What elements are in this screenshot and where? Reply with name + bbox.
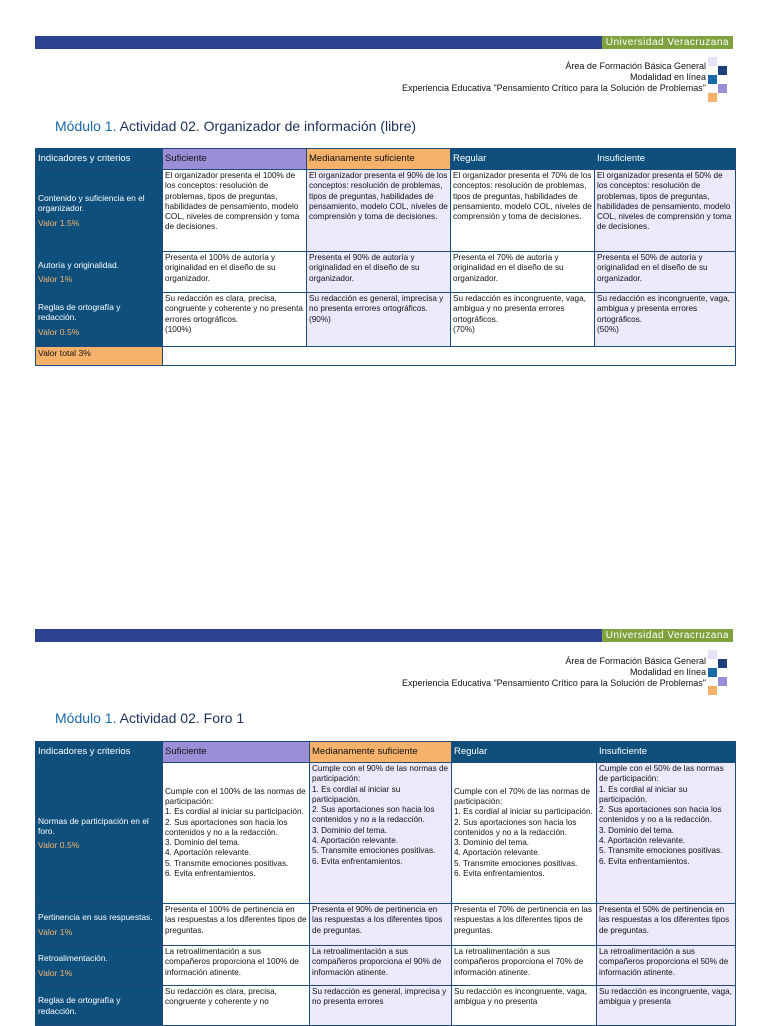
level-cell: La retroalimentación a sus compañeros proporciona el 50% de información atinente. <box>597 946 736 986</box>
level-cell: Presenta el 70% de pertinencia en las respuestas a los diferentes tipos de preguntas. <box>452 904 597 946</box>
level-cell: Su redacción es general, imprecisa y no presenta errores ortográficos. (90%) <box>307 293 451 347</box>
level-cell: Presenta el 100% de pertinencia en las respuestas a los diferentes tipos de preguntas. <box>163 904 310 946</box>
level-cell: La retroalimentación a sus compañeros proporciona el 100% de información atinente. <box>163 946 310 986</box>
criterion-cell: Pertinencia en sus respuestas. Valor 1% <box>36 904 163 946</box>
criterion-cell: Retroalimentación. Valor 1% <box>36 946 163 986</box>
level-cell: El organizador presenta el 90% de los conceptos: resolución de problemas, tipos de preguntas, habilidades de pensamiento, modelo COL, niveles de comprensión y toma de decisiones. <box>307 170 451 252</box>
table-row <box>36 170 736 252</box>
page-title: Módulo 1. Actividad 02. Foro 1 <box>55 710 245 726</box>
column-header: Indicadores y criterios <box>36 742 163 763</box>
table-row <box>36 252 736 293</box>
table-row <box>36 293 736 347</box>
criterion-cell: Reglas de ortografía y redacción. <box>36 986 163 1026</box>
level-cell: Su redacción es incongruente, vaga, ambigua y presenta errores ortográficos. (50%) <box>595 293 736 347</box>
table-row <box>36 946 736 986</box>
level-cell: Cumple con el 90% de las normas de participación: 1. Es cordial al iniciar su participación. 2. Sus aportaciones son hacia los contenidos y no a la redacción. 3. Dominio del tema. 4. Aportación relevante. 5. Transmite emociones positivas. 6. Evita enfrentamientos. <box>310 763 452 904</box>
header-bar <box>35 629 733 642</box>
header-line: Área de Formación Básica General <box>565 61 706 71</box>
column-header: Suficiente <box>163 149 307 170</box>
level-cell: Presenta el 90% de autoría y originalidad en el diseño de su organizador. <box>307 252 451 293</box>
total-value: Valor total 3% <box>36 347 163 366</box>
level-cell: Presenta el 50% de pertinencia en las respuestas a los diferentes tipos de preguntas. <box>597 904 736 946</box>
logo-squares-icon <box>708 650 734 700</box>
table-row <box>36 763 736 904</box>
level-cell: El organizador presenta el 50% de los conceptos: resolución de problemas, tipos de preguntas, habilidades de pensamiento, modelo COL, niveles de comprensión y toma de decisiones. <box>595 170 736 252</box>
rubric-table <box>35 148 736 366</box>
level-cell: Su redacción es incongruente, vaga, ambigua y no presenta errores ortográficos. (70%) <box>451 293 595 347</box>
header-line: Modalidad en línea <box>629 667 706 677</box>
header-info <box>402 656 706 689</box>
rubric-table <box>35 741 736 1026</box>
level-cell: La retroalimentación a sus compañeros proporciona el 90% de información atinente. <box>310 946 452 986</box>
level-cell: La retroalimentación a sus compañeros proporciona el 70% de información atinente. <box>452 946 597 986</box>
criterion-cell: Autoría y originalidad. Valor 1% <box>36 252 163 293</box>
university-name: Universidad Veracruzana <box>602 36 733 49</box>
page-title: Módulo 1. Actividad 02. Organizador de información (libre) <box>55 118 417 134</box>
column-header: Insuficiente <box>597 742 736 763</box>
level-cell: Presenta el 90% de pertinencia en las respuestas a los diferentes tipos de preguntas. <box>310 904 452 946</box>
total-row <box>36 347 736 366</box>
criterion-cell: Contenido y suficiencia en el organizador. Valor 1.5% <box>36 170 163 252</box>
column-header: Indicadores y criterios <box>36 149 163 170</box>
level-cell: Su redacción es incongruente, vaga, ambigua y presenta <box>597 986 736 1026</box>
header-line: Experiencia Educativa "Pensamiento Crítico para la Solución de Problemas" <box>401 83 706 93</box>
column-header: Suficiente <box>163 742 310 763</box>
level-cell: Su redacción es incongruente, vaga, ambigua y no presenta <box>452 986 597 1026</box>
criterion-cell: Normas de participación en el foro. Valor 0.5% <box>36 763 163 904</box>
criterion-cell: Reglas de ortografía y redacción. Valor 0.5% <box>36 293 163 347</box>
level-cell: El organizador presenta el 70% de los conceptos: resolución de problemas, tipos de preguntas, habilidades de pensamiento, modelo COL, niveles de comprensión y toma de decisiones. <box>451 170 595 252</box>
level-cell: Su redacción es clara, precisa, congruente y coherente y no <box>163 986 310 1026</box>
level-cell: Cumple con el 100% de las normas de participación: 1. Es cordial al iniciar su participación. 2. Sus aportaciones son hacia los contenidos y no a la redacción. 3. Dominio del tema. 4. Aportación relevante. 5. Transmite emociones positivas. 6. Evita enfrentamientos. <box>163 763 310 904</box>
level-cell: Cumple con el 50% de las normas de participación: 1. Es cordial al iniciar su participación. 2. Sus aportaciones son hacia los contenidos y no a la redacción. 3. Dominio del tema. 4. Aportación relevante. 5. Transmite emociones positivas. 6. Evita enfrentamientos. <box>597 763 736 904</box>
university-name: Universidad Veracruzana <box>602 629 733 642</box>
column-header: Regular <box>451 149 595 170</box>
column-header: Insuficiente <box>595 149 736 170</box>
header-bar <box>35 36 733 49</box>
header-line: Área de Formación Básica General <box>565 656 706 666</box>
table-header-row <box>36 742 736 763</box>
level-cell: Presenta el 100% de autoría y originalidad en el diseño de su organizador. <box>163 252 307 293</box>
table-row <box>36 904 736 946</box>
header-line: Experiencia Educativa "Pensamiento Crítico para la Solución de Problemas" <box>401 678 706 688</box>
table-row <box>36 986 736 1026</box>
level-cell: Presenta el 50% de autoría y originalidad en el diseño de su organizador. <box>595 252 736 293</box>
column-header: Medianamente suficiente <box>310 742 452 763</box>
column-header: Regular <box>452 742 597 763</box>
header-info <box>402 61 706 94</box>
level-cell: El organizador presenta el 100% de los conceptos: resolución de problemas, tipos de preguntas, habilidades de pensamiento, modelo COL, niveles de comprensión y toma de decisiones. <box>163 170 307 252</box>
level-cell: Su redacción es general, imprecisa y no presenta errores <box>310 986 452 1026</box>
logo-squares-icon <box>708 57 734 107</box>
header-line: Modalidad en línea <box>629 72 706 82</box>
column-header: Medianamente suficiente <box>307 149 451 170</box>
total-blank <box>163 347 736 366</box>
table-header-row <box>36 149 736 170</box>
level-cell: Presenta el 70% de autoría y originalidad en el diseño de su organizador. <box>451 252 595 293</box>
level-cell: Cumple con el 70% de las normas de participación: 1. Es cordial al iniciar su participación. 2. Sus aportaciones son hacia los contenidos y no a la redacción. 3. Dominio del tema. 4. Aportación relevante. 5. Transmite emociones positivas. 6. Evita enfrentamientos. <box>452 763 597 904</box>
page-2 <box>0 593 768 1024</box>
level-cell: Su redacción es clara, precisa, congruente y coherente y no presenta errores ortográficos. (100%) <box>163 293 307 347</box>
